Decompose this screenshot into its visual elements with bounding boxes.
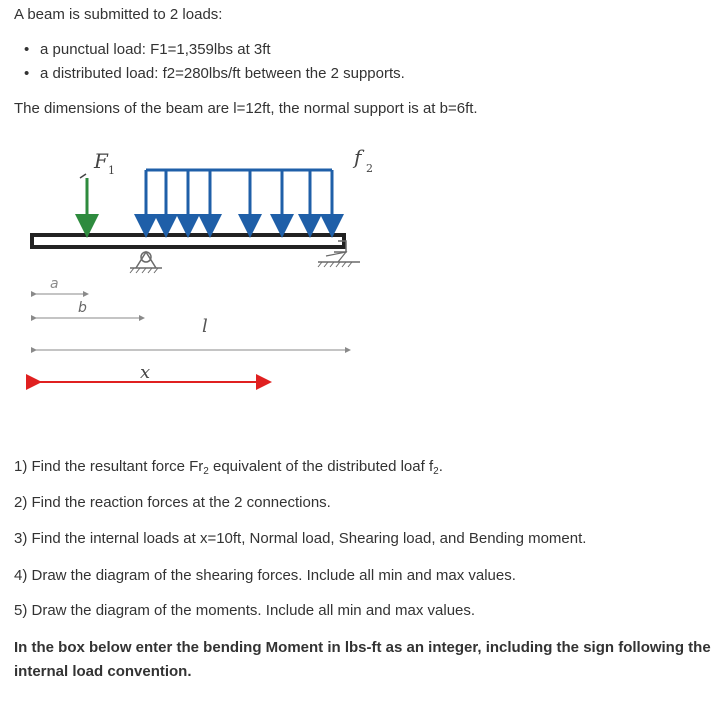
beam bbox=[32, 235, 344, 247]
label-f2-sub: 2 bbox=[366, 162, 373, 175]
label-a: a bbox=[50, 276, 59, 292]
point-load-arrow bbox=[80, 174, 87, 226]
question-2: 2) Find the reaction forces at the 2 connections. bbox=[14, 494, 331, 511]
question-3: 3) Find the internal loads at x=10ft, Normal load, Shearing load, and Bending moment. bbox=[14, 530, 587, 547]
label-l: l bbox=[202, 316, 208, 337]
pin-support bbox=[130, 252, 162, 273]
dimensions-text: The dimensions of the beam are l=12ft, the normal support is at b=6ft. bbox=[14, 100, 478, 117]
question-1: 1) Find the resultant force $Fr_2$ equivalent of the distributed loaf $f_2$. bbox=[14, 458, 443, 477]
label-f1: F bbox=[94, 149, 108, 173]
label-f2: f bbox=[354, 145, 362, 169]
label-x: x bbox=[140, 362, 151, 383]
question-5: 5) Draw the diagram of the moments. Include all min and max values. bbox=[14, 602, 476, 619]
label-f1-sub: 1 bbox=[108, 164, 115, 177]
beam-diagram bbox=[20, 140, 380, 400]
list-item-point-load: • a punctual load: F1=1,359lbs at 3ft bbox=[24, 38, 405, 62]
distributed-load bbox=[146, 170, 332, 226]
question-4: 4) Draw the diagram of the shearing forces. Include all min and max values. bbox=[14, 567, 516, 584]
list-item-distributed-load: • a distributed load: f2=280lbs/ft between the 2 supports. bbox=[24, 62, 405, 86]
load-list bbox=[24, 38, 405, 86]
label-b: b bbox=[78, 300, 87, 316]
final-instruction: In the box below enter the bending Moment in lbs-ft as an integer, including the sign following the internal load convention. bbox=[14, 639, 711, 680]
intro-text: A beam is submitted to 2 loads: bbox=[14, 6, 223, 23]
